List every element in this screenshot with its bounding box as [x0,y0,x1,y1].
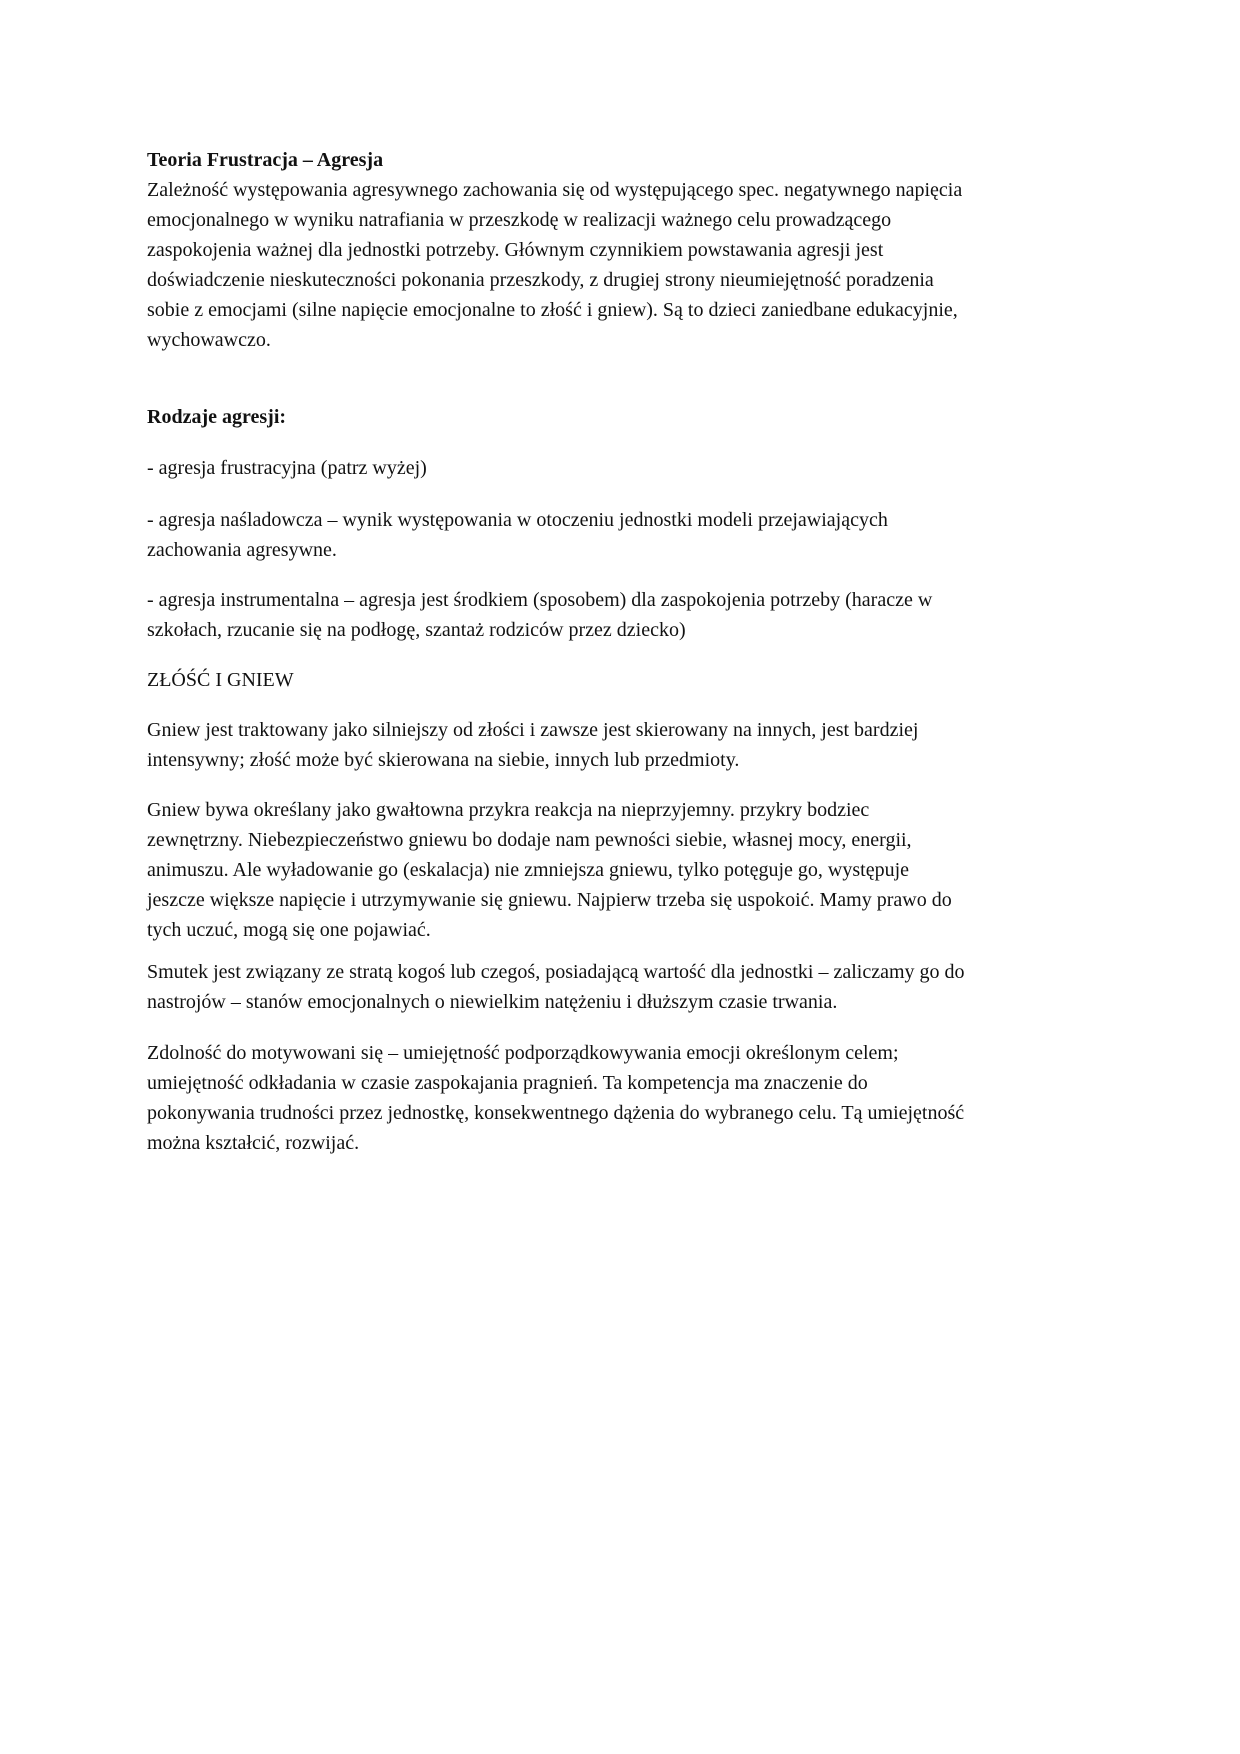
text-line: Smutek jest związany ze stratą kogoś lub czegoś, posiadającą wartość dla jednostki – zaliczamy go do [147,961,965,983]
text-line: doświadczenie nieskuteczności pokonania przeszkody, z drugiej strony nieumiejętność poradzenia [147,269,934,291]
paragraph-motivation [147,1038,1092,1158]
type-item-imitative [147,505,1092,565]
text-line: sobie z emocjami (silne napięcie emocjonalne to złość i gniew). Są to dzieci zaniedbane edukacyjnie, [147,299,958,321]
text-line: szkołach, rzucanie się na podłogę, szantaż rodziców przez dziecko) [147,619,686,641]
paragraph-sadness [147,957,1092,1017]
text-line: animuszu. Ale wyładowanie go (eskalacja) nie zmniejsza gniewu, tylko potęguje go, występuje [147,859,910,881]
type-item-frustration [147,453,1092,483]
text-line: zaspokojenia ważnej dla jednostki potrzeby. Głównym czynnikiem powstawania agresji jest [147,239,884,261]
text-line: tych uczuć, mogą się one pojawiać. [147,919,431,941]
text-line: pokonywania trudności przez jednostkę, konsekwentnego dążenia do wybranego celu. Tą umiejętność [147,1102,965,1124]
document-title: Teoria Frustracja – Agresja [147,149,384,171]
text-line: - agresja frustracyjna (patrz wyżej) [147,457,427,479]
text-line: jeszcze większe napięcie i utrzymywanie się gniewu. Najpierw trzeba się uspokoić. Mamy prawo do [147,889,952,911]
paragraph-anger-definition [147,795,1092,945]
text-line: Gniew bywa określany jako gwałtowna przykra reakcja na nieprzyjemny. przykry bodziec [147,799,870,821]
text-line: umiejętność odkładania w czasie zaspokajania pragnień. Ta kompetencja ma znaczenie do [147,1072,868,1094]
intro-paragraph [147,175,1092,355]
text-line: - agresja naśladowcza – wynik występowania w otoczeniu jednostki modeli przejawiających [147,509,888,531]
text-line: zewnętrzny. Niebezpieczeństwo gniewu bo dodaje nam pewności siebie, własnej mocy, energii, [147,829,912,851]
text-line: intensywny; złość może być skierowana na siebie, innych lub przedmioty. [147,749,740,771]
section-heading: ZŁÓŚĆ I GNIEW [147,669,294,691]
text-line: nastrojów – stanów emocjonalnych o niewielkim natężeniu i dłuższym czasie trwania. [147,991,838,1013]
types-heading: Rodzaje agresji: [147,406,287,428]
text-line: emocjonalnego w wyniku natrafiania w przeszkodę w realizacji ważnego celu prowadzącego [147,209,892,231]
text-line: zachowania agresywne. [147,539,337,561]
text-line: Zależność występowania agresywnego zachowania się od występującego spec. negatywnego napięcia [147,179,963,201]
text-line: - agresja instrumentalna – agresja jest środkiem (sposobem) dla zaspokojenia potrzeby (haracze w [147,589,933,611]
paragraph-anger-vs-rage [147,715,1092,775]
text-line: wychowawczo. [147,329,271,351]
text-line: można kształcić, rozwijać. [147,1132,360,1154]
type-item-instrumental [147,585,1092,645]
text-line: Zdolność do motywowani się – umiejętność podporządkowywania emocji określonym celem; [147,1042,899,1064]
text-line: Gniew jest traktowany jako silniejszy od złości i zawsze jest skierowany na innych, jest bardziej [147,719,919,741]
